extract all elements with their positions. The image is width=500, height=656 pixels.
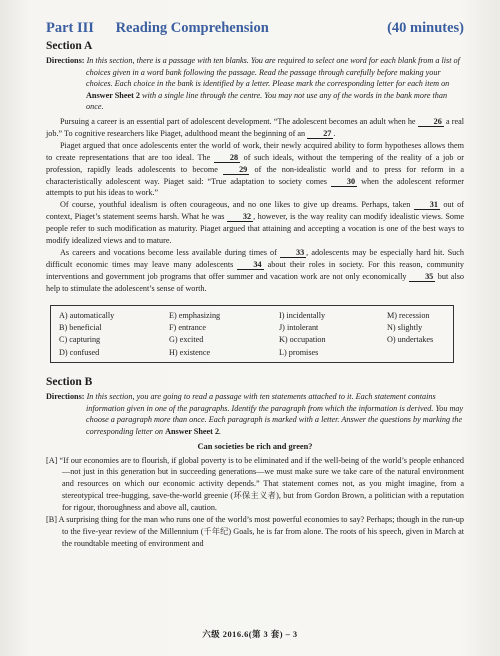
blank-35: 35 bbox=[409, 272, 435, 282]
section-b-directions bbox=[46, 391, 464, 437]
paragraph-text: of the non-idealistic world and to press for reform in a characteristically adolescent way. Piaget said: “True adaptation to society comes bbox=[46, 164, 464, 186]
paragraph-text: , adolescents may be especially hard hit. Such difficult economic times may leave many adolescents bbox=[46, 247, 464, 269]
paragraph-text: but also help to stimulate the adolescent’s sense of worth. bbox=[46, 271, 464, 293]
answer-sheet-ref: Answer Sheet 2 bbox=[86, 90, 140, 100]
part-header bbox=[46, 20, 464, 37]
directions-text-end: with a single line through the centre. You may not use any of the words in the bank more than once. bbox=[86, 90, 448, 112]
paragraph-text: Of course, youthful idealism is often courageous, and no one likes to give up dreams. Perhaps, taken bbox=[60, 200, 414, 210]
word-bank-item: N) slightly bbox=[387, 322, 423, 332]
directions-text: In this section, there is a passage with ten blanks. You are required to select one word for each blank from a list of choices given in a word bank following the passage. Read the passage through carefully before making your choices. Each choice in the bank is identified by a letter. Please mark the corresponding letter for each item on bbox=[84, 56, 460, 89]
passage-title: Can societies be rich and green? bbox=[197, 441, 313, 451]
word-bank-item: B) beneficial bbox=[59, 322, 102, 332]
blank-33: 33 bbox=[280, 248, 306, 258]
word-bank-item: H) existence bbox=[169, 347, 211, 357]
part-duration: (40 minutes) bbox=[387, 20, 464, 36]
word-bank-item: J) intolerant bbox=[279, 322, 319, 332]
blank-28: 28 bbox=[214, 153, 240, 163]
word-bank-item: C) capturing bbox=[59, 335, 101, 345]
passage-paragraph-4 bbox=[46, 247, 464, 295]
word-bank-item: M) recession bbox=[387, 310, 430, 320]
blank-31: 31 bbox=[414, 200, 440, 210]
blank-30: 30 bbox=[331, 177, 357, 187]
word-bank-item bbox=[387, 347, 467, 359]
part-number: Part III bbox=[46, 20, 94, 36]
blank-27: 27 bbox=[307, 129, 333, 139]
paragraph-text: Pursuing a career is an essential part of adolescent development. “The adolescent becomes an adult when he bbox=[60, 116, 418, 126]
word-bank-item: I) incidentally bbox=[279, 310, 326, 320]
blank-29: 29 bbox=[223, 165, 249, 175]
paragraph-text: Piaget argued that once adolescents enter the world of work, their newly acquired ability to form hypotheses allows them to create representations that are too ideal. The bbox=[46, 140, 464, 162]
paragraph-label: [A] bbox=[46, 455, 58, 465]
section-b-title: Section B bbox=[46, 376, 93, 389]
paragraph-text: of such ideals, without the tempering of the reality of a job or profession, rapidly leads adolescents to become bbox=[46, 152, 464, 174]
word-bank-item: G) excited bbox=[169, 335, 204, 345]
directions-text: In this section, you are going to read a passage with ten statements attached to it. Each statement contains information given in one of the paragraphs. Identify the paragraph from which the information is derived. You may choose a paragraph more than once. Each paragraph is marked with a letter. Answer the questions by marking the corresponding letter on bbox=[84, 392, 464, 436]
paragraph-text: . bbox=[333, 128, 336, 138]
directions-label: Directions: bbox=[46, 392, 85, 402]
word-bank-item: L) promises bbox=[279, 347, 319, 357]
paragraph-label: [B] bbox=[46, 515, 57, 525]
passage-paragraph-2 bbox=[46, 140, 464, 200]
passage-paragraph-1 bbox=[46, 116, 464, 140]
paragraph-text: when the adolescent reformer attempts to put his ideas to work.” bbox=[46, 176, 464, 198]
word-bank-item: A) automatically bbox=[59, 310, 115, 320]
section-a-title: Section A bbox=[46, 40, 93, 52]
paragraph-text: about their roles in society. For this reason, community interventions and government job programs that offer summer and vacation work are not only economically bbox=[46, 259, 464, 281]
directions-text-end: . bbox=[219, 426, 222, 436]
paragraph-b bbox=[46, 514, 464, 550]
paragraph-text: A surprising thing for the man who runs one of the world’s most powerful economies to say? Perhaps; though in the run-up to the five-year review of the Millennium (千年纪) Goals, he is far from alone. The roots of his speech, given in March at the roundtable meeting of environment and bbox=[56, 515, 464, 548]
word-bank-item: K) occupation bbox=[279, 335, 326, 345]
section-b bbox=[46, 375, 464, 550]
paragraph-a bbox=[46, 455, 464, 515]
paragraph-text: As careers and vocations become less available during times of bbox=[60, 247, 280, 257]
paragraph-text: a real job.” To cognitive researchers like Piaget, adulthood meant the beginning of an bbox=[46, 116, 464, 138]
paragraph-text: out of context, Piaget’s statement seems harsh. What he was bbox=[46, 200, 464, 222]
answer-sheet-ref: Answer Sheet 2 bbox=[165, 426, 220, 436]
word-bank-item: O) undertakes bbox=[387, 335, 434, 345]
paragraph-text: , however, is the way reality can modify idealistic views. Some people refer to such modification as maturity. Piaget argued that attaining and accepting a vocation is one of the best ways to modify idealized views and to mature. bbox=[46, 212, 464, 246]
word-bank-item: F) entrance bbox=[169, 322, 207, 332]
word-bank-item: D) confused bbox=[59, 347, 100, 357]
section-a-directions bbox=[46, 55, 464, 113]
paragraph-text: “If our economies are to flourish, if global poverty is to be eliminated and if the well-being of the world’s people enhanced—not just in this generation but in succeeding generations—we must make sure we take care of the natural environment and resources on which our economic activity depends.” That statement comes not, as you might imagine, from a stereotypical tree-hugging, save-the-world greenie (环保主义者), but from Gordon Brown, a politician with a reputation for rigour, thoroughness and above all, caution. bbox=[57, 455, 464, 513]
blank-34: 34 bbox=[237, 260, 263, 270]
page-footer: 六级 2016.6(第 3 套) – 3 bbox=[202, 630, 298, 639]
passage-paragraph-3 bbox=[46, 199, 464, 247]
part-title: Reading Comprehension bbox=[115, 20, 269, 36]
directions-label: Directions: bbox=[46, 56, 85, 65]
word-bank-item: E) emphasizing bbox=[169, 310, 221, 320]
blank-26: 26 bbox=[418, 117, 444, 127]
word-bank bbox=[50, 305, 454, 364]
blank-32: 32 bbox=[227, 212, 253, 222]
part-header-left bbox=[46, 20, 287, 37]
